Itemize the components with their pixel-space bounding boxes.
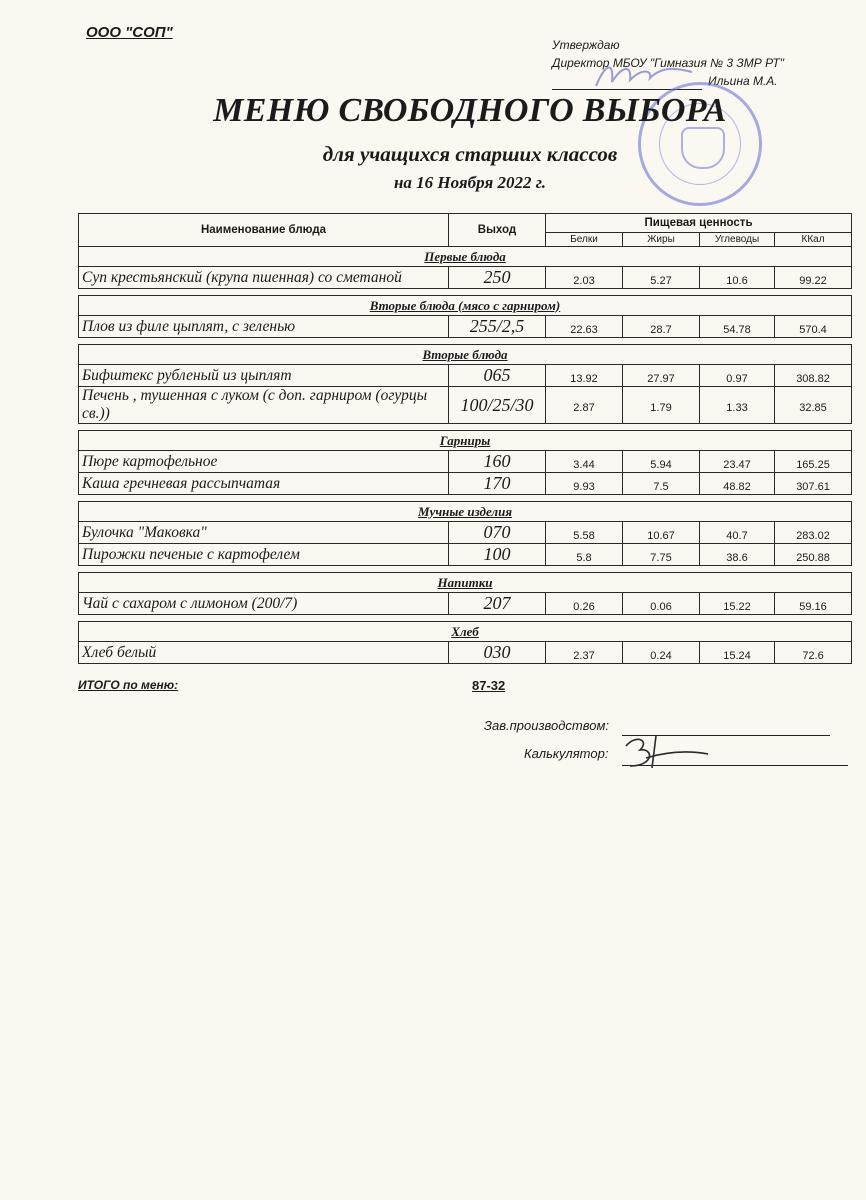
spacer-cell bbox=[79, 289, 449, 296]
section-spacer bbox=[79, 566, 852, 573]
spacer-cell bbox=[79, 424, 449, 431]
section-spacer bbox=[79, 338, 852, 345]
section-header-cell bbox=[79, 622, 852, 642]
dish-kcal: 307.61 bbox=[775, 473, 852, 495]
dish-fat: 0.24 bbox=[623, 642, 700, 664]
dish-kcal: 165.25 bbox=[775, 451, 852, 473]
total-label: ИТОГО по меню: bbox=[78, 678, 179, 692]
table-row bbox=[79, 451, 852, 473]
dish-protein: 9.93 bbox=[546, 473, 623, 495]
section-header-row bbox=[79, 431, 852, 451]
dish-fat: 0.06 bbox=[623, 593, 700, 615]
section-spacer bbox=[79, 289, 852, 296]
table-row bbox=[79, 387, 852, 424]
dish-fat: 5.94 bbox=[623, 451, 700, 473]
page-subtitle: для учащихся старших классов bbox=[322, 142, 618, 166]
dish-output: 065 bbox=[449, 365, 546, 387]
dish-protein: 13.92 bbox=[546, 365, 623, 387]
column-header-dish: Наименование блюда bbox=[79, 214, 449, 247]
dish-carbs: 15.24 bbox=[700, 642, 775, 664]
column-header-carbs: Углеводы bbox=[700, 233, 775, 247]
section-title: Вторые блюда bbox=[422, 346, 508, 362]
table-row bbox=[79, 316, 852, 338]
dish-name: Печень , тушенная с луком (с доп. гарниром (огурцы св.)) bbox=[79, 387, 449, 424]
dish-protein: 2.03 bbox=[546, 267, 623, 289]
dish-kcal: 570.4 bbox=[775, 316, 852, 338]
section-header-row bbox=[79, 502, 852, 522]
section-title: Гарниры bbox=[439, 432, 491, 448]
section-title: Напитки bbox=[437, 574, 493, 590]
spacer-cell bbox=[79, 615, 449, 622]
page-title: МЕНЮ СВОБОДНОГО ВЫБОРА bbox=[213, 92, 727, 129]
approval-position: Директор МБОУ "Гимназия № 3 ЗМР РТ" bbox=[552, 56, 785, 70]
table-row bbox=[79, 522, 852, 544]
dish-fat: 10.67 bbox=[623, 522, 700, 544]
section-title: Мучные изделия bbox=[418, 503, 513, 519]
section-header-row bbox=[79, 622, 852, 642]
column-header-output: Выход bbox=[449, 214, 546, 247]
dish-name: Хлеб белый bbox=[79, 642, 449, 664]
column-header-protein: Белки bbox=[546, 233, 623, 247]
dish-protein: 2.87 bbox=[546, 387, 623, 424]
dish-name: Суп крестьянский (крупа пшенная) со сметаной bbox=[79, 267, 449, 289]
dish-output: 207 bbox=[449, 593, 546, 615]
dish-output: 100/25/30 bbox=[449, 387, 546, 424]
dish-kcal: 308.82 bbox=[775, 365, 852, 387]
section-header-cell bbox=[79, 247, 852, 267]
dish-carbs: 23.47 bbox=[700, 451, 775, 473]
dish-carbs: 38.6 bbox=[700, 544, 775, 566]
dish-name: Каша гречневая рассыпчатая bbox=[79, 473, 449, 495]
section-header-row bbox=[79, 345, 852, 365]
dish-protein: 5.58 bbox=[546, 522, 623, 544]
dish-fat: 7.75 bbox=[623, 544, 700, 566]
spacer-cell bbox=[79, 338, 449, 345]
manager-label: Зав.производством: bbox=[484, 718, 609, 733]
dish-carbs: 0.97 bbox=[700, 365, 775, 387]
spacer-cell bbox=[79, 566, 449, 573]
approval-name: Ильина М.А. bbox=[708, 74, 778, 88]
section-header-cell bbox=[79, 431, 852, 451]
spacer-cell bbox=[79, 495, 449, 502]
dish-protein: 22.63 bbox=[546, 316, 623, 338]
dish-name: Чай с сахаром с лимоном (200/7) bbox=[79, 593, 449, 615]
table-header-row bbox=[79, 214, 852, 233]
total-value: 87-32 bbox=[472, 678, 506, 693]
dish-name: Булочка "Маковка" bbox=[79, 522, 449, 544]
dish-output: 160 bbox=[449, 451, 546, 473]
column-header-nutrition: Пищевая ценность bbox=[546, 214, 852, 233]
table-row bbox=[79, 267, 852, 289]
menu-date: на 16 Ноября 2022 г. bbox=[393, 173, 546, 192]
column-header-fat: Жиры bbox=[623, 233, 700, 247]
section-title: Хлеб bbox=[451, 623, 479, 639]
table-row bbox=[79, 544, 852, 566]
dish-kcal: 72.6 bbox=[775, 642, 852, 664]
dish-name: Пюре картофельное bbox=[79, 451, 449, 473]
section-spacer bbox=[79, 495, 852, 502]
organization-name: ООО "СОП" bbox=[86, 24, 173, 41]
dish-output: 255/2,5 bbox=[449, 316, 546, 338]
dish-carbs: 10.6 bbox=[700, 267, 775, 289]
section-title: Первые блюда bbox=[424, 248, 506, 264]
section-header-cell bbox=[79, 345, 852, 365]
dish-carbs: 15.22 bbox=[700, 593, 775, 615]
dish-protein: 3.44 bbox=[546, 451, 623, 473]
dish-carbs: 54.78 bbox=[700, 316, 775, 338]
signature-icon bbox=[616, 730, 712, 774]
section-spacer bbox=[79, 615, 852, 622]
approval-label: Утверждаю bbox=[552, 38, 620, 52]
dish-fat: 27.97 bbox=[623, 365, 700, 387]
table-row bbox=[79, 473, 852, 495]
dish-carbs: 40.7 bbox=[700, 522, 775, 544]
dish-protein: 0.26 bbox=[546, 593, 623, 615]
section-header-row bbox=[79, 247, 852, 267]
section-header-cell bbox=[79, 573, 852, 593]
section-title: Вторые блюда (мясо с гарниром) bbox=[369, 297, 561, 313]
dish-fat: 28.7 bbox=[623, 316, 700, 338]
section-header-cell bbox=[79, 296, 852, 316]
menu-table-body bbox=[79, 214, 852, 664]
dish-output: 030 bbox=[449, 642, 546, 664]
section-spacer bbox=[79, 424, 852, 431]
dish-output: 100 bbox=[449, 544, 546, 566]
dish-kcal: 32.85 bbox=[775, 387, 852, 424]
section-header-cell bbox=[79, 502, 852, 522]
menu-table bbox=[78, 213, 852, 664]
dish-carbs: 48.82 bbox=[700, 473, 775, 495]
dish-name: Плов из филе цыплят, с зеленью bbox=[79, 316, 449, 338]
dish-name: Пирожки печеные с картофелем bbox=[79, 544, 449, 566]
dish-output: 250 bbox=[449, 267, 546, 289]
signature-icon bbox=[592, 56, 712, 96]
dish-protein: 5.8 bbox=[546, 544, 623, 566]
section-header-row bbox=[79, 573, 852, 593]
dish-output: 170 bbox=[449, 473, 546, 495]
column-header-kcal: ККал bbox=[775, 233, 852, 247]
dish-kcal: 99.22 bbox=[775, 267, 852, 289]
table-row bbox=[79, 593, 852, 615]
dish-fat: 5.27 bbox=[623, 267, 700, 289]
dish-output: 070 bbox=[449, 522, 546, 544]
dish-kcal: 283.02 bbox=[775, 522, 852, 544]
dish-protein: 2.37 bbox=[546, 642, 623, 664]
dish-name: Бифштекс рубленый из цыплят bbox=[79, 365, 449, 387]
dish-carbs: 1.33 bbox=[700, 387, 775, 424]
calculator-label: Калькулятор: bbox=[524, 746, 609, 761]
table-row bbox=[79, 365, 852, 387]
dish-kcal: 59.16 bbox=[775, 593, 852, 615]
section-header-row bbox=[79, 296, 852, 316]
dish-kcal: 250.88 bbox=[775, 544, 852, 566]
dish-fat: 1.79 bbox=[623, 387, 700, 424]
table-row bbox=[79, 642, 852, 664]
dish-fat: 7.5 bbox=[623, 473, 700, 495]
